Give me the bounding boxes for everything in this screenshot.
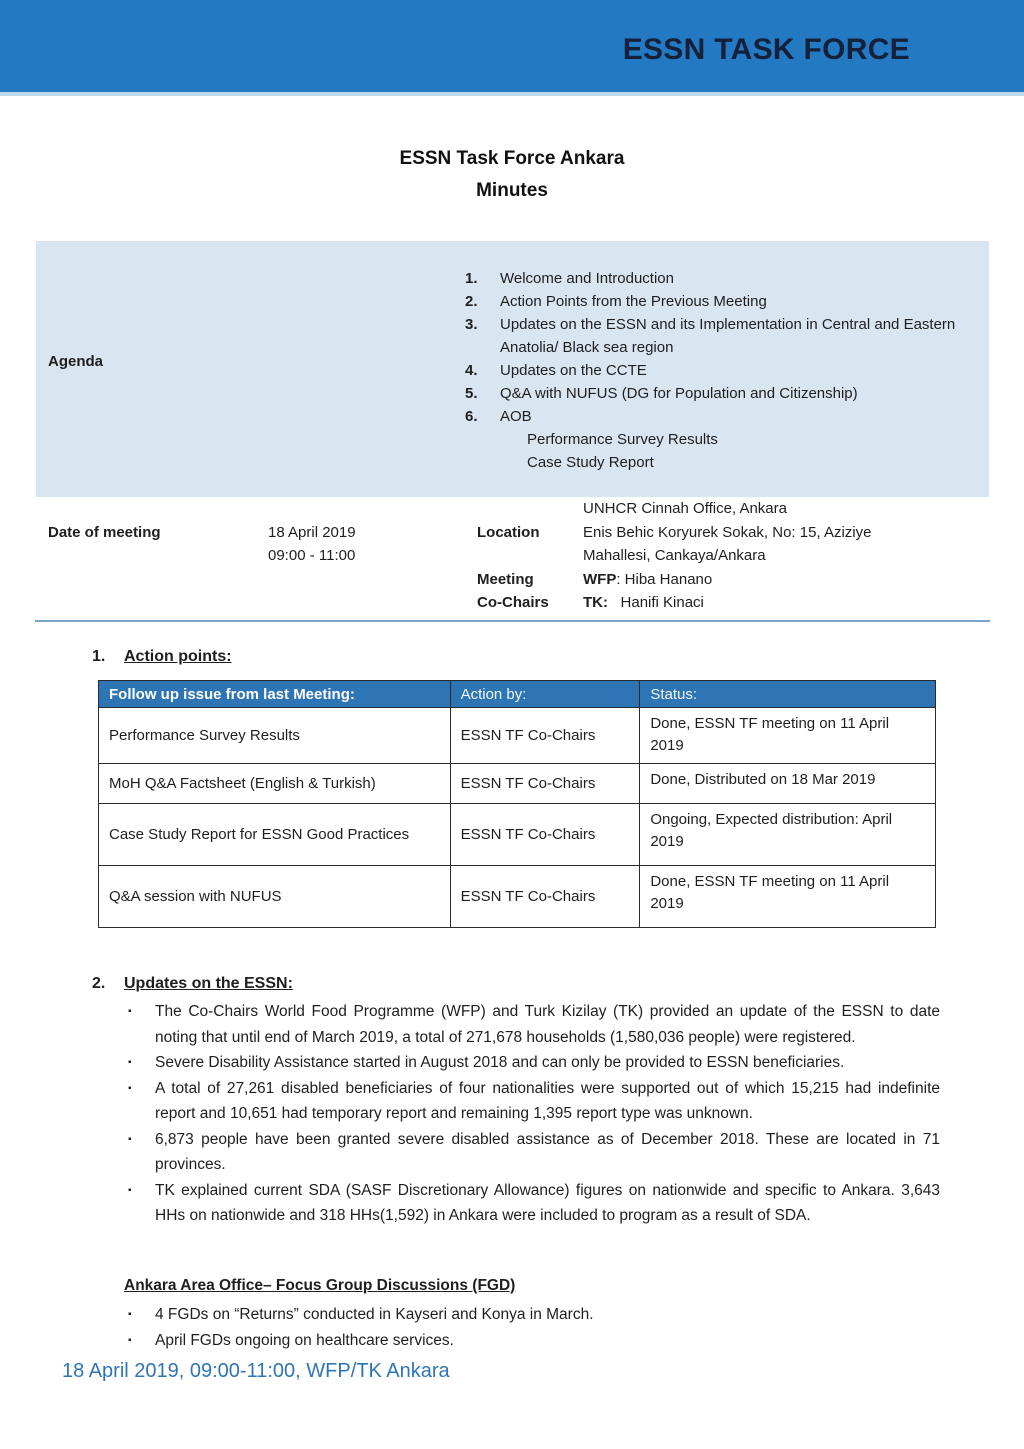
action-points-heading bbox=[92, 648, 232, 666]
wfp-name: : Hiba Hanano bbox=[616, 570, 713, 588]
section-title: Updates on the ESSN: bbox=[124, 975, 293, 992]
meeting-labels-column bbox=[477, 497, 549, 615]
agenda-item-label: AOB bbox=[500, 408, 532, 425]
cell-action-by: ESSN TF Co-Chairs bbox=[450, 764, 640, 804]
meeting-values-column bbox=[583, 497, 953, 615]
agenda-item-number: 6. bbox=[465, 408, 478, 425]
cell-issue: Q&A session with NUFUS bbox=[99, 866, 451, 928]
table-row bbox=[99, 866, 936, 928]
document-title-block bbox=[0, 143, 1024, 207]
bullet-item bbox=[128, 1328, 940, 1354]
section-number: 1. bbox=[92, 648, 106, 665]
agenda-item bbox=[465, 405, 965, 428]
meeting-date-value-column bbox=[268, 497, 356, 568]
bullet-icon: ▪ bbox=[128, 1082, 132, 1094]
date-of-meeting-label: Date of meeting bbox=[48, 523, 161, 541]
agenda-item-number: 2. bbox=[465, 293, 478, 310]
cell-action-by: ESSN TF Co-Chairs bbox=[450, 804, 640, 866]
agenda-item-label: Updates on the ESSN and its Implementation in Central and Eastern Anatolia/ Black sea region bbox=[500, 316, 956, 356]
table-header-cell: Status: bbox=[640, 681, 936, 708]
bullet-text: A total of 27,261 disabled beneficiaries of four nationalities were supported out of which 15,215 had indefinite report and 10,651 had temporary report and remaining 1,395 report type was unknown. bbox=[155, 1079, 940, 1122]
agenda-item bbox=[465, 359, 965, 382]
agenda-box bbox=[36, 241, 989, 497]
agenda-item-label: Q&A with NUFUS (DG for Population and Citizenship) bbox=[500, 385, 858, 402]
bullet-item bbox=[128, 1050, 940, 1076]
section-title: Action points: bbox=[124, 648, 232, 665]
agenda-item bbox=[465, 290, 965, 313]
bullet-text: The Co-Chairs World Food Programme (WFP) and Turk Kizilay (TK) provided an update of the ESSN to date noting that until end of March 2019, a total of 271,678 households (1,580,036 people) were registered. bbox=[155, 1003, 940, 1046]
table-header-row bbox=[99, 681, 936, 708]
cell-status: Ongoing, Expected distribution: April 2019 bbox=[640, 804, 936, 866]
table-body bbox=[99, 708, 936, 928]
banner-title: ESSN TASK FORCE bbox=[622, 33, 910, 66]
updates-heading bbox=[92, 975, 293, 993]
location-line: Mahallesi, Cankaya/Ankara bbox=[583, 547, 766, 564]
agenda-sub-item: Case Study Report bbox=[527, 454, 654, 471]
location-value bbox=[583, 497, 953, 568]
cell-issue: Performance Survey Results bbox=[99, 708, 451, 764]
bullet-icon: ▪ bbox=[128, 1133, 132, 1145]
cell-status: Done, ESSN TF meeting on 11 April 2019 bbox=[640, 866, 936, 928]
bullet-item bbox=[128, 1127, 940, 1178]
bullet-text: 6,873 people have been granted severe disabled assistance as of December 2018. These are located in 71 provinces. bbox=[155, 1130, 940, 1173]
cell-issue: MoH Q&A Factsheet (English & Turkish) bbox=[99, 764, 451, 804]
wfp-label: WFP bbox=[583, 570, 617, 588]
bullet-text: Severe Disability Assistance started in August 2018 and can only be provided to ESSN beneficiaries. bbox=[155, 1054, 845, 1071]
section-divider-line bbox=[35, 620, 990, 622]
meeting-date: 18 April 2019 bbox=[268, 523, 356, 541]
header-banner bbox=[0, 0, 1024, 96]
tk-name: Hanifi Kinaci bbox=[620, 594, 704, 611]
cochairs-label-line: Meeting bbox=[477, 570, 534, 588]
updates-bullet-list bbox=[128, 999, 940, 1229]
tk-cochair-line bbox=[583, 591, 953, 615]
agenda-item-number: 5. bbox=[465, 385, 478, 402]
agenda-item-number: 4. bbox=[465, 362, 478, 379]
wfp-cochair-line bbox=[583, 568, 953, 592]
bullet-icon: ▪ bbox=[128, 1335, 132, 1346]
bullet-icon: ▪ bbox=[128, 1057, 132, 1068]
section-number: 2. bbox=[92, 975, 106, 992]
agenda-sub-item: Performance Survey Results bbox=[527, 431, 718, 448]
agenda-item bbox=[465, 382, 965, 405]
document-title: ESSN Task Force Ankara bbox=[399, 148, 625, 169]
location-line: Enis Behic Koryurek Sokak, No: 15, Aziziye bbox=[583, 523, 872, 541]
meeting-date-label-column bbox=[48, 497, 161, 544]
agenda-list bbox=[465, 267, 965, 474]
agenda-item bbox=[465, 313, 965, 359]
cell-action-by: ESSN TF Co-Chairs bbox=[450, 866, 640, 928]
fgd-subheading: Ankara Area Office– Focus Group Discussions (FGD) bbox=[124, 1277, 516, 1294]
bullet-item bbox=[128, 1076, 940, 1127]
cochairs-label-line: Co-Chairs bbox=[477, 594, 549, 611]
cell-issue: Case Study Report for ESSN Good Practices bbox=[99, 804, 451, 866]
location-line: UNHCR Cinnah Office, Ankara bbox=[583, 500, 787, 517]
table-header-cell: Follow up issue from last Meeting: bbox=[99, 681, 451, 708]
agenda-item-label: Welcome and Introduction bbox=[500, 270, 674, 287]
bullet-item bbox=[128, 999, 940, 1050]
bullet-item bbox=[128, 1178, 940, 1229]
agenda-item-label: Action Points from the Previous Meeting bbox=[500, 293, 767, 310]
location-label: Location bbox=[477, 523, 540, 541]
agenda-item-label: Updates on the CCTE bbox=[500, 362, 647, 379]
cell-status: Done, Distributed on 18 Mar 2019 bbox=[640, 764, 936, 804]
agenda-item-number: 3. bbox=[465, 316, 478, 333]
fgd-bullet-list bbox=[128, 1302, 940, 1354]
agenda-label: Agenda bbox=[48, 353, 104, 370]
cell-status: Done, ESSN TF meeting on 11 April 2019 bbox=[640, 708, 936, 764]
bullet-text: April FGDs ongoing on healthcare services. bbox=[155, 1332, 454, 1349]
cell-action-by: ESSN TF Co-Chairs bbox=[450, 708, 640, 764]
meeting-time: 09:00 - 11:00 bbox=[268, 547, 356, 564]
tk-label: TK: bbox=[583, 594, 608, 611]
table-row bbox=[99, 764, 936, 804]
bullet-icon: ▪ bbox=[128, 1006, 132, 1017]
agenda-item-number: 1. bbox=[465, 270, 478, 287]
table-row bbox=[99, 708, 936, 764]
action-points-table bbox=[98, 680, 936, 928]
footer-date: 18 April 2019, 09:00-11:00, WFP/TK Ankara bbox=[62, 1360, 450, 1382]
agenda-item bbox=[465, 267, 965, 290]
table-row bbox=[99, 804, 936, 866]
document-subtitle: Minutes bbox=[476, 180, 548, 201]
bullet-text: TK explained current SDA (SASF Discretionary Allowance) figures on nationwide and specific to Ankara. 3,643 HHs on nationwide and 318 HHs(1,592) in Ankara were included to program as a result of SDA. bbox=[155, 1181, 940, 1224]
table-header-cell: Action by: bbox=[450, 681, 640, 708]
bullet-icon: ▪ bbox=[128, 1184, 132, 1196]
bullet-item bbox=[128, 1302, 940, 1328]
bullet-icon: ▪ bbox=[128, 1309, 132, 1320]
cochairs-label bbox=[477, 568, 549, 615]
bullet-text: 4 FGDs on “Returns” conducted in Kayseri and Konya in March. bbox=[155, 1306, 594, 1323]
